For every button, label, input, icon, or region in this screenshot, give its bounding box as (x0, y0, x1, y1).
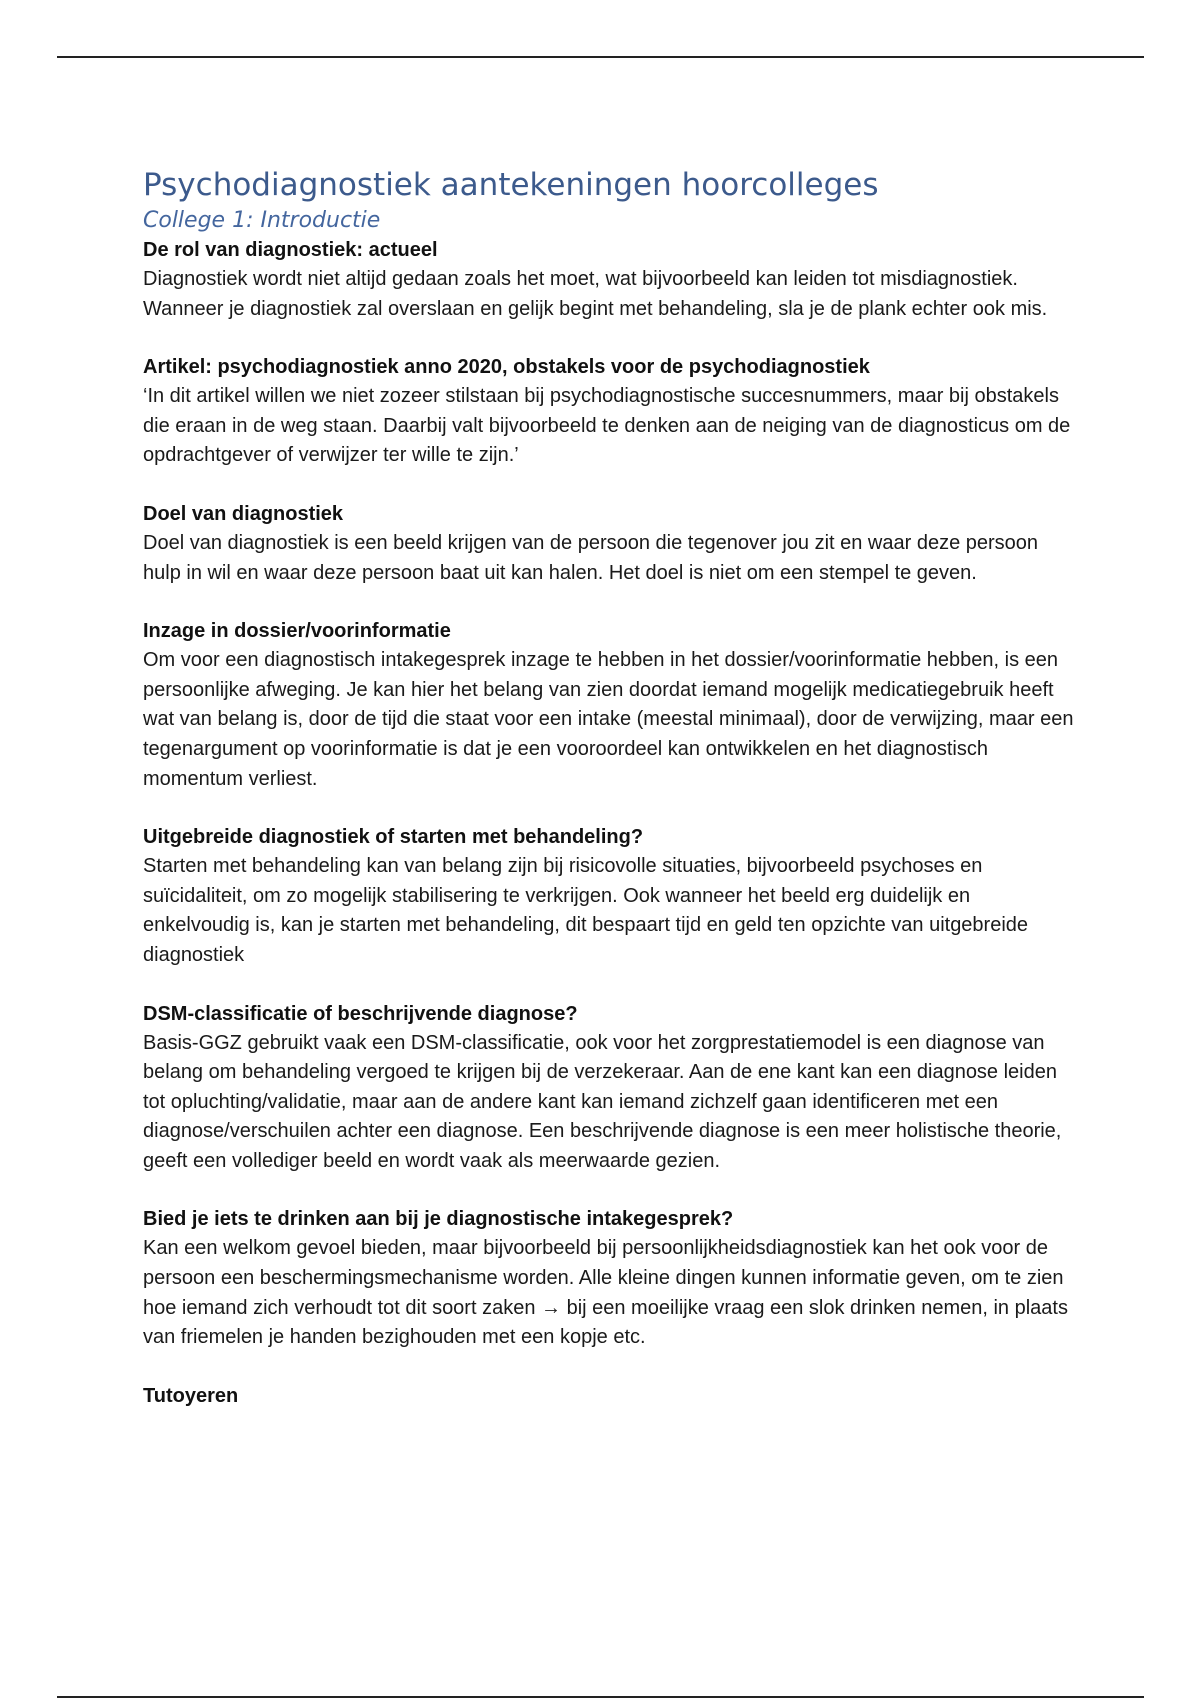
section-heading: Uitgebreide diagnostiek of starten met behandeling? (143, 826, 644, 849)
section-paragraph: Basis-GGZ gebruikt vaak een DSM-classificatie, ook voor het zorgprestatiemodel is een diagnose van belang om behandeling vergoed te krijgen bij de verzekeraar. Aan de ene kant kan een diagnose leiden tot opluchting/validatie, maar aan de andere kant kan iemand zichzelf gaan identificeren met een diagnose/verschuilen achter een diagnose. Een beschrijvende diagnose is een meer holistische theorie, geeft een vollediger beeld en wordt vaak als meerwaarde gezien. (143, 1031, 1062, 1172)
document-body (143, 164, 1078, 1440)
section-heading: Inzage in dossier/voorinformatie (143, 620, 451, 643)
section-heading: Artikel: psychodiagnostiek anno 2020, obstakels voor de psychodiagnostiek (143, 356, 870, 379)
page-top-rule (57, 56, 1144, 58)
section-paragraph: Om voor een diagnostisch intakegesprek inzage te hebben in het dossier/voorinformatie hebben, is een persoonlijke afweging. Je kan hier het belang van zien doordat iemand mogelijk medicatiegebruik heeft wat van belang is, door de tijd die staat voor een intake (meestal minimaal), door de verwijzing, maar een tegenargument op voorinformatie is dat je een vooroordeel kan ontwikkelen en het diagnostisch momentum verliest. (143, 649, 1074, 790)
section-paragraph: Doel van diagnostiek is een beeld krijgen van de persoon die tegenover jou zit en waar deze persoon hulp in wil en waar deze persoon baat uit kan halen. Het doel is niet om een stempel te geven. (143, 531, 1039, 584)
section-paragraph: Starten met behandeling kan van belang zijn bij risicovolle situaties, bijvoorbeeld psychoses en suïcidaliteit, om zo mogelijk stabilisering te verkrijgen. Ook wanneer het beeld erg duidelijk en enkelvoudig is, kan je starten met behandeling, dit bespaart tijd en geld ten opzichte van uitgebreide diagnostiek (143, 855, 1029, 966)
section-heading: Bied je iets te drinken aan bij je diagnostische intakegesprek? (143, 1208, 734, 1231)
section-dsm-classificatie (143, 1000, 1078, 1177)
section-uitgebreide-diagnostiek (143, 823, 1078, 970)
section-iets-te-drinken (143, 1205, 1078, 1352)
section-heading: De rol van diagnostiek: actueel (143, 239, 438, 261)
page-bottom-rule (57, 1696, 1144, 1698)
document-subtitle: College 1: Introductie (143, 208, 381, 233)
section-heading: Tutoyeren (143, 1384, 239, 1407)
section-paragraph: Kan een welkom gevoel bieden, maar bijvoorbeeld bij persoonlijkheidsdiagnostiek kan het ook voor de persoon een beschermingsmechanisme worden. Alle kleine dingen kunnen informatie geven, om te zien hoe iemand zich verhoudt tot dit soort zaken → bij een moeilijke vraag een slok drinken nemen, in plaats van friemelen je handen bezighouden met een kopje etc. (143, 1237, 1068, 1349)
section-doel-van-diagnostiek (143, 500, 1078, 588)
section-paragraph: ‘In dit artikel willen we niet zozeer stilstaan bij psychodiagnostische succesnummers, maar bij obstakels die eraan in de weg staan. Daarbij valt bijvoorbeeld te denken aan de neiging van de diagnosticus om de opdrachtgever of verwijzer ter wille te zijn.’ (143, 385, 1071, 467)
section-artikel (143, 353, 1078, 471)
document-title: Psychodiagnostiek aantekeningen hoorcolleges (143, 167, 879, 203)
section-heading: DSM-classificatie of beschrijvende diagnose? (143, 1002, 578, 1025)
section-tutoyeren (143, 1382, 1078, 1411)
section-inzage-dossier (143, 617, 1078, 794)
section-paragraph: Diagnostiek wordt niet altijd gedaan zoals het moet, wat bijvoorbeeld kan leiden tot misdiagnostiek. Wanneer je diagnostiek zal overslaan en gelijk begint met behandeling, sla je de plank echter ook mis. (143, 268, 1048, 320)
section-heading: Doel van diagnostiek (143, 502, 344, 525)
section-rol-van-diagnostiek (143, 236, 1078, 324)
